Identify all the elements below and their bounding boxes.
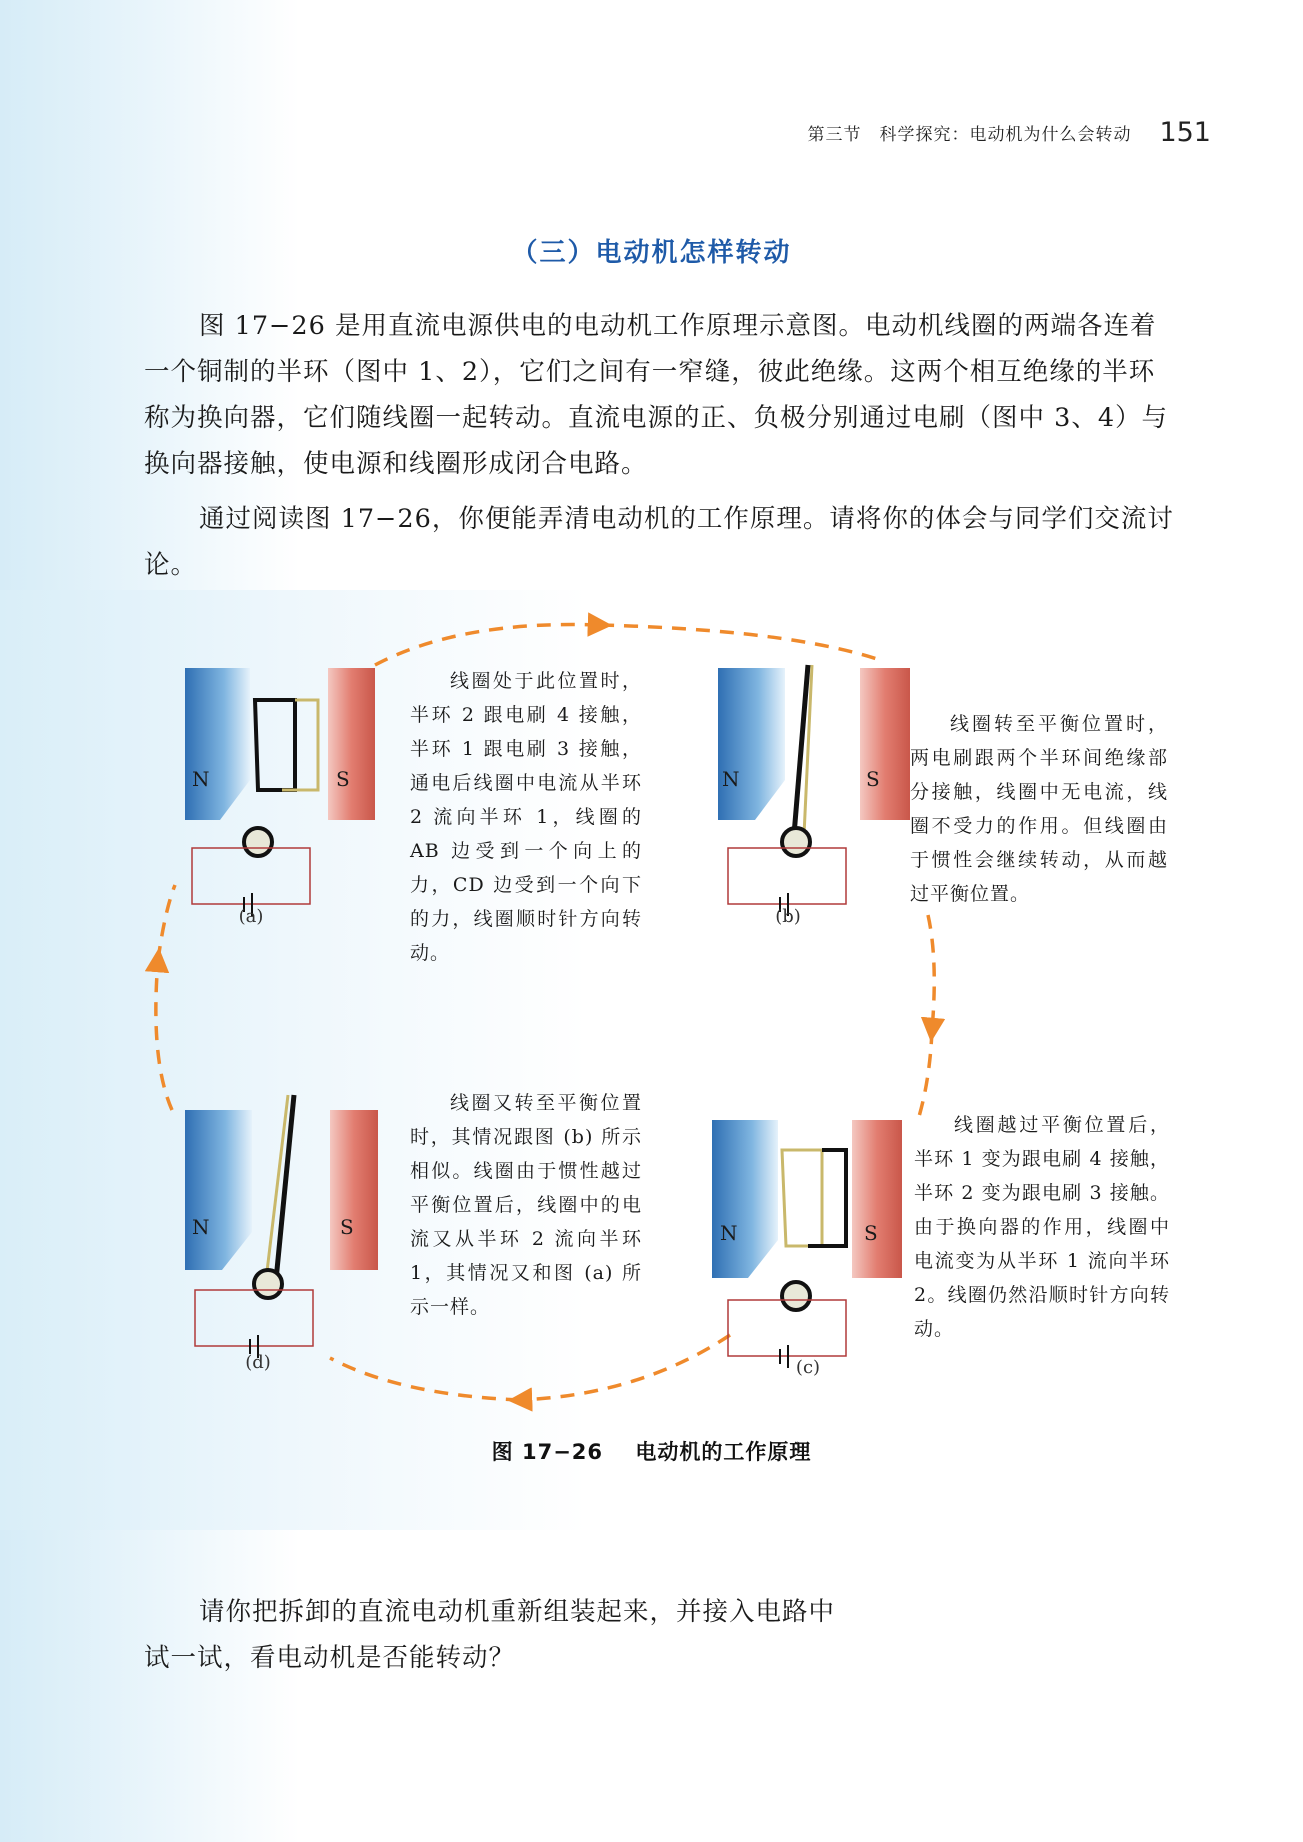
panel-d-label: (d) — [245, 1352, 271, 1373]
magnet-s-c: S — [864, 1221, 878, 1245]
closing-paragraph: 请你把拆卸的直流电动机重新组装起来，并接入电路中试一试，看电动机是否能转动？ — [144, 1597, 836, 1673]
page-header — [807, 112, 1211, 152]
body-paragraph-1: 图 17−26 是用直流电源供电的电动机工作原理示意图。电动机线圈的两端各连着一个铜制的半环（图中 1、2），它们之间有一窄缝，彼此绝缘。这两个相互绝缘的半环称为换向器，它们随线圈一起转动。直流电源的正、负极分别通过电刷（图中 3、4）与换向器接触，使电源和线圈形成闭合电路。 — [144, 311, 1169, 479]
panel-a-illustration — [185, 668, 375, 916]
magnet-n-b: N — [722, 767, 740, 791]
figure-caption — [0, 1436, 1303, 1466]
magnet-s-a: S — [336, 767, 350, 791]
section-title: （三）电动机怎样转动 — [511, 238, 792, 268]
panel-b-description: 线圈转至平衡位置时，两电刷跟两个半环间绝缘部分接触，线圈中无电流，线圈不受力的作用。但线圈由于惯性会继续转动，从而越过平衡位置。 — [910, 713, 1168, 905]
figure-caption-number: 图 17−26 — [491, 1440, 604, 1464]
panel-c-description: 线圈越过平衡位置后，半环 1 变为跟电刷 4 接触，半环 2 变为跟电刷 3 接触。由于换向器的作用，线圈中电流变为从半环 1 流向半环 2。线圈仍然沿顺时针方向转动。 — [914, 1114, 1170, 1340]
panel-d-description: 线圈又转至平衡位置时，其情况跟图 (b) 所示相似。线圈由于惯性越过平衡位置后，线圈中的电流又从半环 2 流向半环 1，其情况又和图 (a) 所示一样。 — [410, 1092, 642, 1318]
panel-a-label: (a) — [238, 906, 264, 927]
panel-b-label: (b) — [775, 906, 801, 927]
header-section-title: 第三节 科学探究：电动机为什么会转动 — [807, 124, 1132, 145]
magnet-n-d: N — [192, 1215, 210, 1239]
figure-caption-title: 电动机的工作原理 — [635, 1440, 812, 1464]
magnet-n-c: N — [720, 1221, 738, 1245]
body-paragraph-2: 通过阅读图 17−26，你便能弄清电动机的工作原理。请将你的体会与同学们交流讨论。 — [144, 504, 1174, 580]
panel-c-illustration — [712, 1120, 902, 1368]
panel-a-description: 线圈处于此位置时，半环 2 跟电刷 4 接触，半环 1 跟电刷 3 接触，通电后线圈中电流从半环 2 流向半环 1，线圈的 AB 边受到一个向上的力，CD 边受到一个向下的力，线圈顺时针方向转动。 — [410, 670, 642, 964]
panel-c-label: (c) — [795, 1357, 821, 1378]
panel-d-illustration — [185, 1095, 378, 1358]
panel-b-illustration — [718, 665, 910, 916]
magnet-s-d: S — [340, 1215, 354, 1239]
page-number: 151 — [1159, 116, 1211, 148]
magnet-s-b: S — [866, 767, 880, 791]
magnet-n-a: N — [192, 767, 210, 791]
